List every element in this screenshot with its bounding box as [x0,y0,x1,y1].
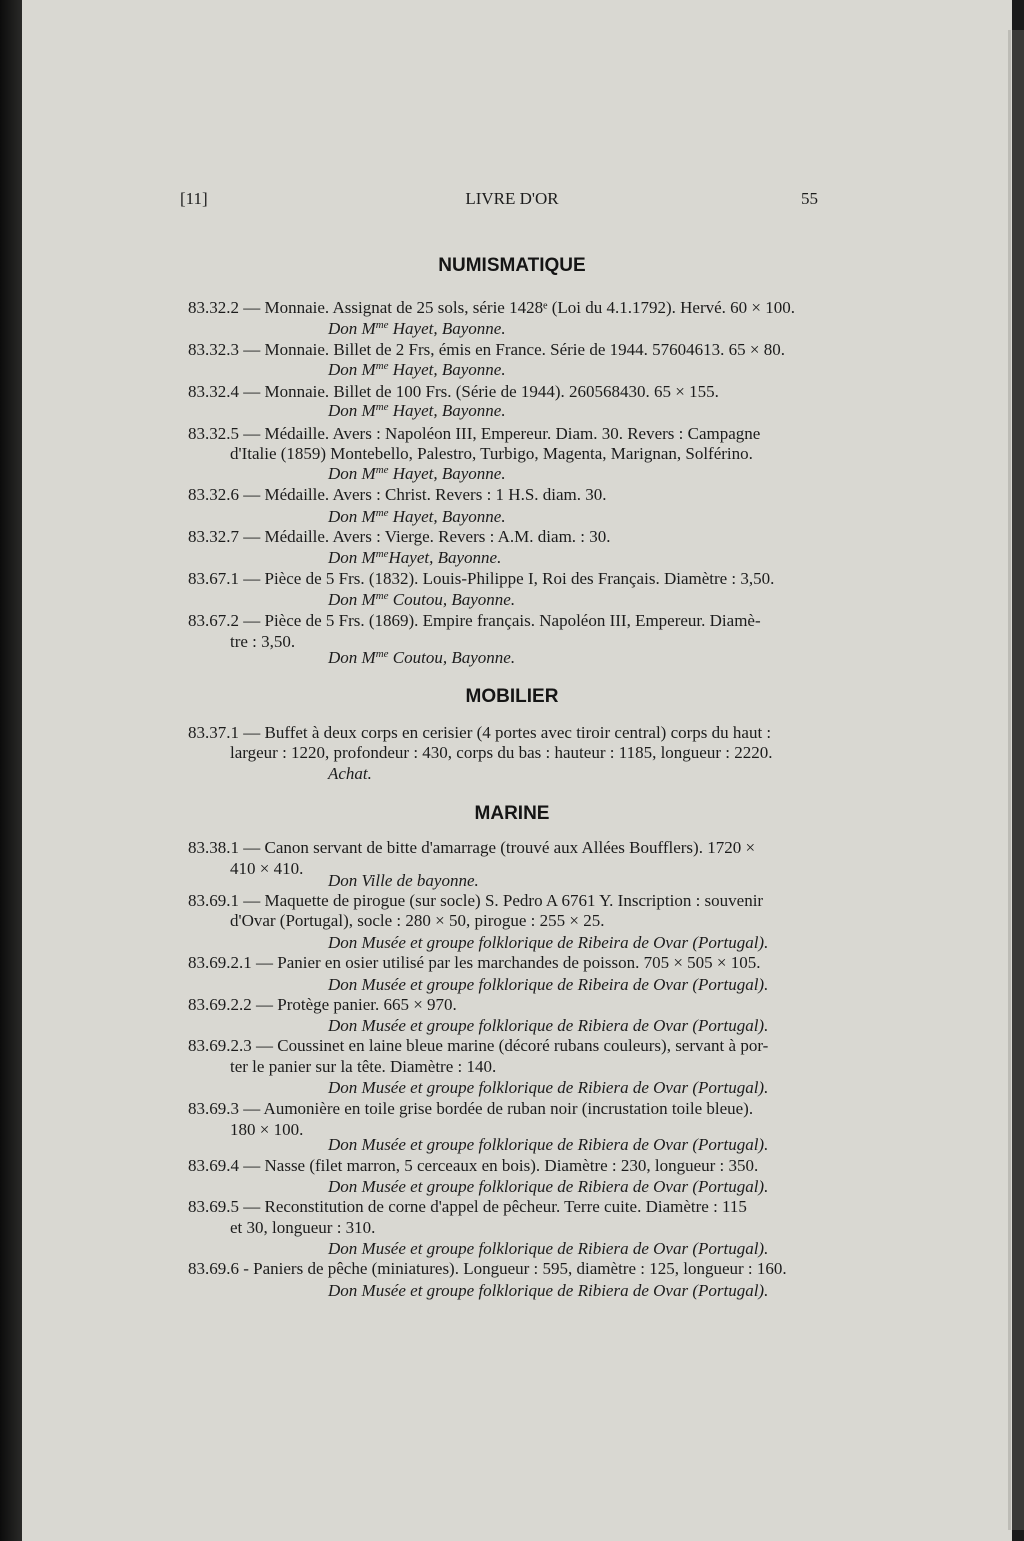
book-binding-shadow [0,0,22,1541]
donor-text: Don Musée et groupe folklorique de Ribiera de Ovar (Portugal). [328,1177,769,1196]
donor-line [328,401,506,421]
page-section-number: [11] [180,189,208,208]
donor-text: Don M [328,319,376,338]
entry-continuation-line: et 30, longueur : 310. [230,1218,376,1237]
entry-line: 83.67.2 — Pièce de 5 Frs. (1869). Empire français. Napoléon III, Empereur. Diamè- [188,611,761,630]
donor-title-superscript: me [375,548,389,560]
page-number: 55 [801,189,818,208]
section-heading-mobilier: MOBILIER [465,686,559,707]
donor-line [328,648,515,668]
entry-line: 83.69.1 — Maquette de pirogue (sur socle) S. Pedro A 6761 Y. Inscription : souvenir [188,891,764,910]
entry-continuation-line: largeur : 1220, profondeur : 430, corps du bas : hauteur : 1185, longueur : 2220. [230,743,773,762]
entry-continuation-line: tre : 3,50. [230,632,296,651]
donor-line [328,1078,768,1098]
donor-line [328,1239,768,1259]
donor-title-superscript: me [375,507,389,519]
donor-name: Hayet, Bayonne. [388,401,506,420]
donor-line [328,1135,768,1155]
donor-line [328,871,479,891]
donor-line [328,1016,768,1036]
entry-line: 83.32.6 — Médaille. Avers : Christ. Revers : 1 H.S. diam. 30. [188,485,607,504]
entry-line: 83.32.2 — Monnaie. Assignat de 25 sols, série 1428ᵉ (Loi du 4.1.1792). Hervé. 60 × 100. [188,298,795,317]
donor-text: Don M [328,401,376,420]
entry-line: 83.69.5 — Reconstitution de corne d'appel de pêcheur. Terre cuite. Diamètre : 115 [188,1197,747,1216]
donor-line [328,507,506,527]
donor-line [328,464,506,484]
donor-text: Achat. [328,764,372,783]
donor-title-superscript: me [375,360,389,372]
donor-name: Hayet, Bayonne. [388,548,502,567]
donor-text: Don M [328,590,376,609]
donor-name: Hayet, Bayonne. [388,464,506,483]
donor-line [328,764,372,784]
entry-continuation-line: d'Ovar (Portugal), socle : 280 × 50, pirogue : 255 × 25. [230,911,605,930]
entry-line: 83.69.6 - Paniers de pêche (miniatures). Longueur : 595, diamètre : 125, longueur : 160. [188,1259,787,1278]
entry-continuation-line: 180 × 100. [230,1120,304,1139]
donor-name: Coutou, Bayonne. [388,648,516,667]
entry-line: 83.69.4 — Nasse (filet marron, 5 cerceaux en bois). Diamètre : 230, longueur : 350. [188,1156,759,1175]
donor-text: Don Musée et groupe folklorique de Ribiera de Ovar (Portugal). [328,1135,769,1154]
entry-continuation-line: d'Italie (1859) Montebello, Palestro, Turbigo, Magenta, Marignan, Solférino. [230,444,753,463]
donor-text: Don Musée et groupe folklorique de Ribeira de Ovar (Portugal). [328,975,769,994]
entry-line: 83.69.3 — Aumonière en toile grise bordée de ruban noir (incrustation toile bleue). [188,1099,754,1118]
running-title: LIVRE D'OR [465,189,559,208]
section-heading-marine: MARINE [474,803,550,824]
entry-continuation-line: ter le panier sur la tête. Diamètre : 140. [230,1057,497,1076]
donor-line [328,590,515,610]
section-heading-numismatique: NUMISMATIQUE [438,255,586,276]
donor-line [328,548,501,568]
donor-text: Don Musée et groupe folklorique de Ribiera de Ovar (Portugal). [328,1078,769,1097]
entry-continuation-line: 410 × 410. [230,859,304,878]
donor-name: Hayet, Bayonne. [388,319,506,338]
donor-line [328,975,768,995]
entry-line: 83.32.3 — Monnaie. Billet de 2 Frs, émis en France. Série de 1944. 57604613. 65 × 80. [188,340,785,359]
donor-text: Don M [328,360,376,379]
entry-line: 83.37.1 — Buffet à deux corps en cerisier (4 portes avec tiroir central) corps du haut : [188,723,772,742]
donor-line [328,1281,768,1301]
donor-line [328,933,768,953]
entry-line: 83.67.1 — Pièce de 5 Frs. (1832). Louis-Philippe I, Roi des Français. Diamètre : 3,50. [188,569,775,588]
donor-name: Hayet, Bayonne. [388,360,506,379]
donor-title-superscript: me [375,401,389,413]
donor-line [328,360,506,380]
donor-title-superscript: me [375,464,389,476]
donor-line [328,319,506,339]
donor-line [328,1177,768,1197]
entry-line: 83.69.2.1 — Panier en osier utilisé par les marchandes de poisson. 705 × 505 × 105. [188,953,761,972]
donor-name: Coutou, Bayonne. [388,590,516,609]
donor-text: Don M [328,648,376,667]
donor-text: Don M [328,548,376,567]
entry-line: 83.32.5 — Médaille. Avers : Napoléon III, Empereur. Diam. 30. Revers : Campagne [188,424,761,443]
entry-line: 83.69.2.3 — Coussinet en laine bleue marine (décoré rubans couleurs), servant à por- [188,1036,769,1055]
donor-title-superscript: me [375,319,389,331]
donor-title-superscript: me [375,590,389,602]
entry-line: 83.38.1 — Canon servant de bitte d'amarrage (trouvé aux Allées Boufflers). 1720 × [188,838,756,857]
donor-text: Don Musée et groupe folklorique de Ribiera de Ovar (Portugal). [328,1281,769,1300]
donor-title-superscript: me [375,648,389,660]
entry-line: 83.32.4 — Monnaie. Billet de 100 Frs. (Série de 1944). 260568430. 65 × 155. [188,382,719,401]
donor-text: Don Musée et groupe folklorique de Ribeira de Ovar (Portugal). [328,933,769,952]
entry-line: 83.32.7 — Médaille. Avers : Vierge. Revers : A.M. diam. : 30. [188,527,611,546]
donor-text: Don M [328,464,376,483]
document-page [22,0,1012,1541]
donor-text: Don Musée et groupe folklorique de Ribiera de Ovar (Portugal). [328,1239,769,1258]
donor-text: Don M [328,507,376,526]
donor-text: Don Musée et groupe folklorique de Ribiera de Ovar (Portugal). [328,1016,769,1035]
donor-name: Hayet, Bayonne. [388,507,506,526]
donor-text: Don Ville de bayonne. [328,871,479,890]
entry-line: 83.69.2.2 — Protège panier. 665 × 970. [188,995,457,1014]
